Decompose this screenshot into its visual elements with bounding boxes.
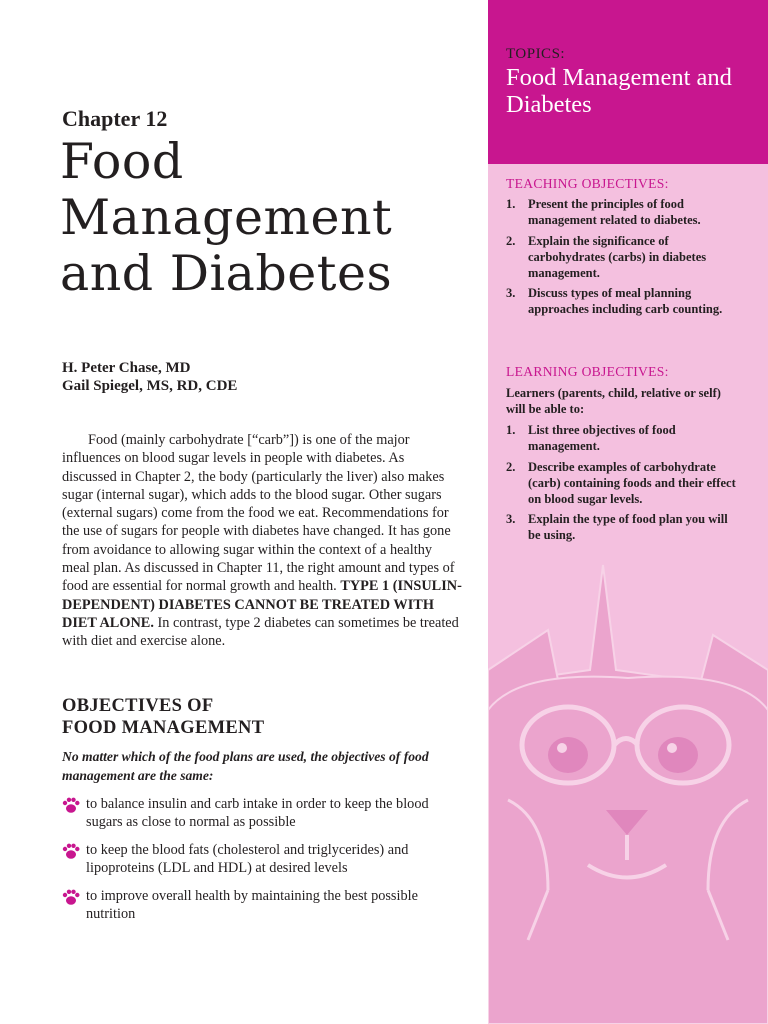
- list-item: [506, 422, 736, 454]
- item-number: 1.: [506, 423, 516, 437]
- paw-print-icon: [62, 843, 80, 860]
- item-text: List three objectives of food management.: [528, 423, 676, 453]
- teaching-objectives-title: TEACHING OBJECTIVES:: [506, 176, 669, 191]
- list-item: [506, 233, 736, 281]
- chapter-title-line-1: Food: [60, 133, 184, 190]
- paw-print-icon: [62, 889, 80, 906]
- item-text: Describe examples of carbohydrate (carb) containing foods and their effect on blood sugar levels.: [528, 459, 736, 506]
- list-item: [62, 841, 462, 877]
- item-number: 2.: [506, 459, 516, 474]
- intro-emphasis: TYPE 1 (INSULIN-DEPENDENT) DIABETES CANNOT BE TREATED WITH DIET ALONE.: [62, 578, 462, 631]
- list-item: [506, 196, 736, 228]
- chapter-title-line-3: and Diabetes: [60, 245, 393, 302]
- item-number: 2.: [506, 233, 516, 248]
- list-item: [506, 459, 736, 507]
- list-item: [506, 511, 736, 543]
- topics-band: [488, 0, 768, 164]
- chapter-title-line-2: Management: [60, 189, 393, 246]
- item-number: 3.: [506, 512, 516, 526]
- learners-intro: Learners (parents, child, relative or self) will be able to:: [506, 386, 721, 416]
- item-number: 3.: [506, 286, 516, 300]
- list-item: [62, 795, 462, 831]
- chapter-label: Chapter 12: [62, 106, 168, 131]
- bullet-text: to improve overall health by maintaining the best possible nutrition: [86, 887, 418, 922]
- item-text: Explain the significance of carbohydrates (carbs) in diabetes management.: [528, 233, 707, 280]
- chapter-title: [60, 134, 480, 302]
- learning-objectives-title: LEARNING OBJECTIVES:: [506, 364, 669, 379]
- teaching-objectives-list: [506, 196, 736, 322]
- author-2: Gail Spiegel, MS, RD, CDE: [62, 378, 238, 394]
- bullet-text: to keep the blood fats (cholesterol and triglycerides) and lipoproteins (LDL and HDL) at desired levels: [86, 841, 409, 876]
- objectives-lead: No matter which of the food plans are used, the objectives of food management are the same:: [62, 749, 429, 783]
- item-text: Explain the type of food plan you will be using.: [528, 512, 728, 542]
- cartoon-cat-with-glasses-icon: [488, 560, 768, 1024]
- learning-objectives-list: [506, 422, 736, 548]
- item-text: Discuss types of meal planning approaches including carb counting.: [528, 286, 723, 316]
- topics-sidebar: [488, 0, 768, 1024]
- topics-label: TOPICS:: [506, 46, 566, 62]
- topics-title: Food Management and Diabetes: [506, 64, 732, 118]
- objectives-heading-line-1: OBJECTIVES OF: [62, 696, 214, 716]
- item-text: Present the principles of food management related to diabetes.: [528, 197, 701, 227]
- bullet-text: to balance insulin and carb intake in order to keep the blood sugars as close to normal as possible: [86, 796, 429, 831]
- paw-print-icon: [62, 797, 80, 814]
- objectives-heading-line-2: FOOD MANAGEMENT: [62, 718, 265, 738]
- authors: [62, 359, 237, 395]
- list-item: [62, 887, 462, 923]
- item-number: 1.: [506, 197, 516, 211]
- intro-paragraph: [62, 431, 462, 651]
- objectives-heading: [62, 695, 264, 739]
- list-item: [506, 285, 736, 317]
- intro-text-end: In contrast, type 2 diabetes can sometimes be treated with diet and exercise alone.: [62, 614, 459, 650]
- intro-text: Food (mainly carbohydrate [“carb”]) is one of the major influences on blood sugar levels in people with diabetes. As discussed in Chapter 2, the body (particularly the liver) also makes sugar (internal sugar), which adds to the blood sugar. Other sugars (external sugars) come from the food we eat. Recommendations for the use of sugars for people with diabetes have changed. It has gone from avoidance to allowing sugar within the context of a healthy meal plan. As discussed in Chapter 11, the right amount and types of food are essential for normal growth and health.: [62, 432, 455, 595]
- objectives-list: [62, 795, 462, 932]
- author-1: H. Peter Chase, MD: [62, 360, 191, 376]
